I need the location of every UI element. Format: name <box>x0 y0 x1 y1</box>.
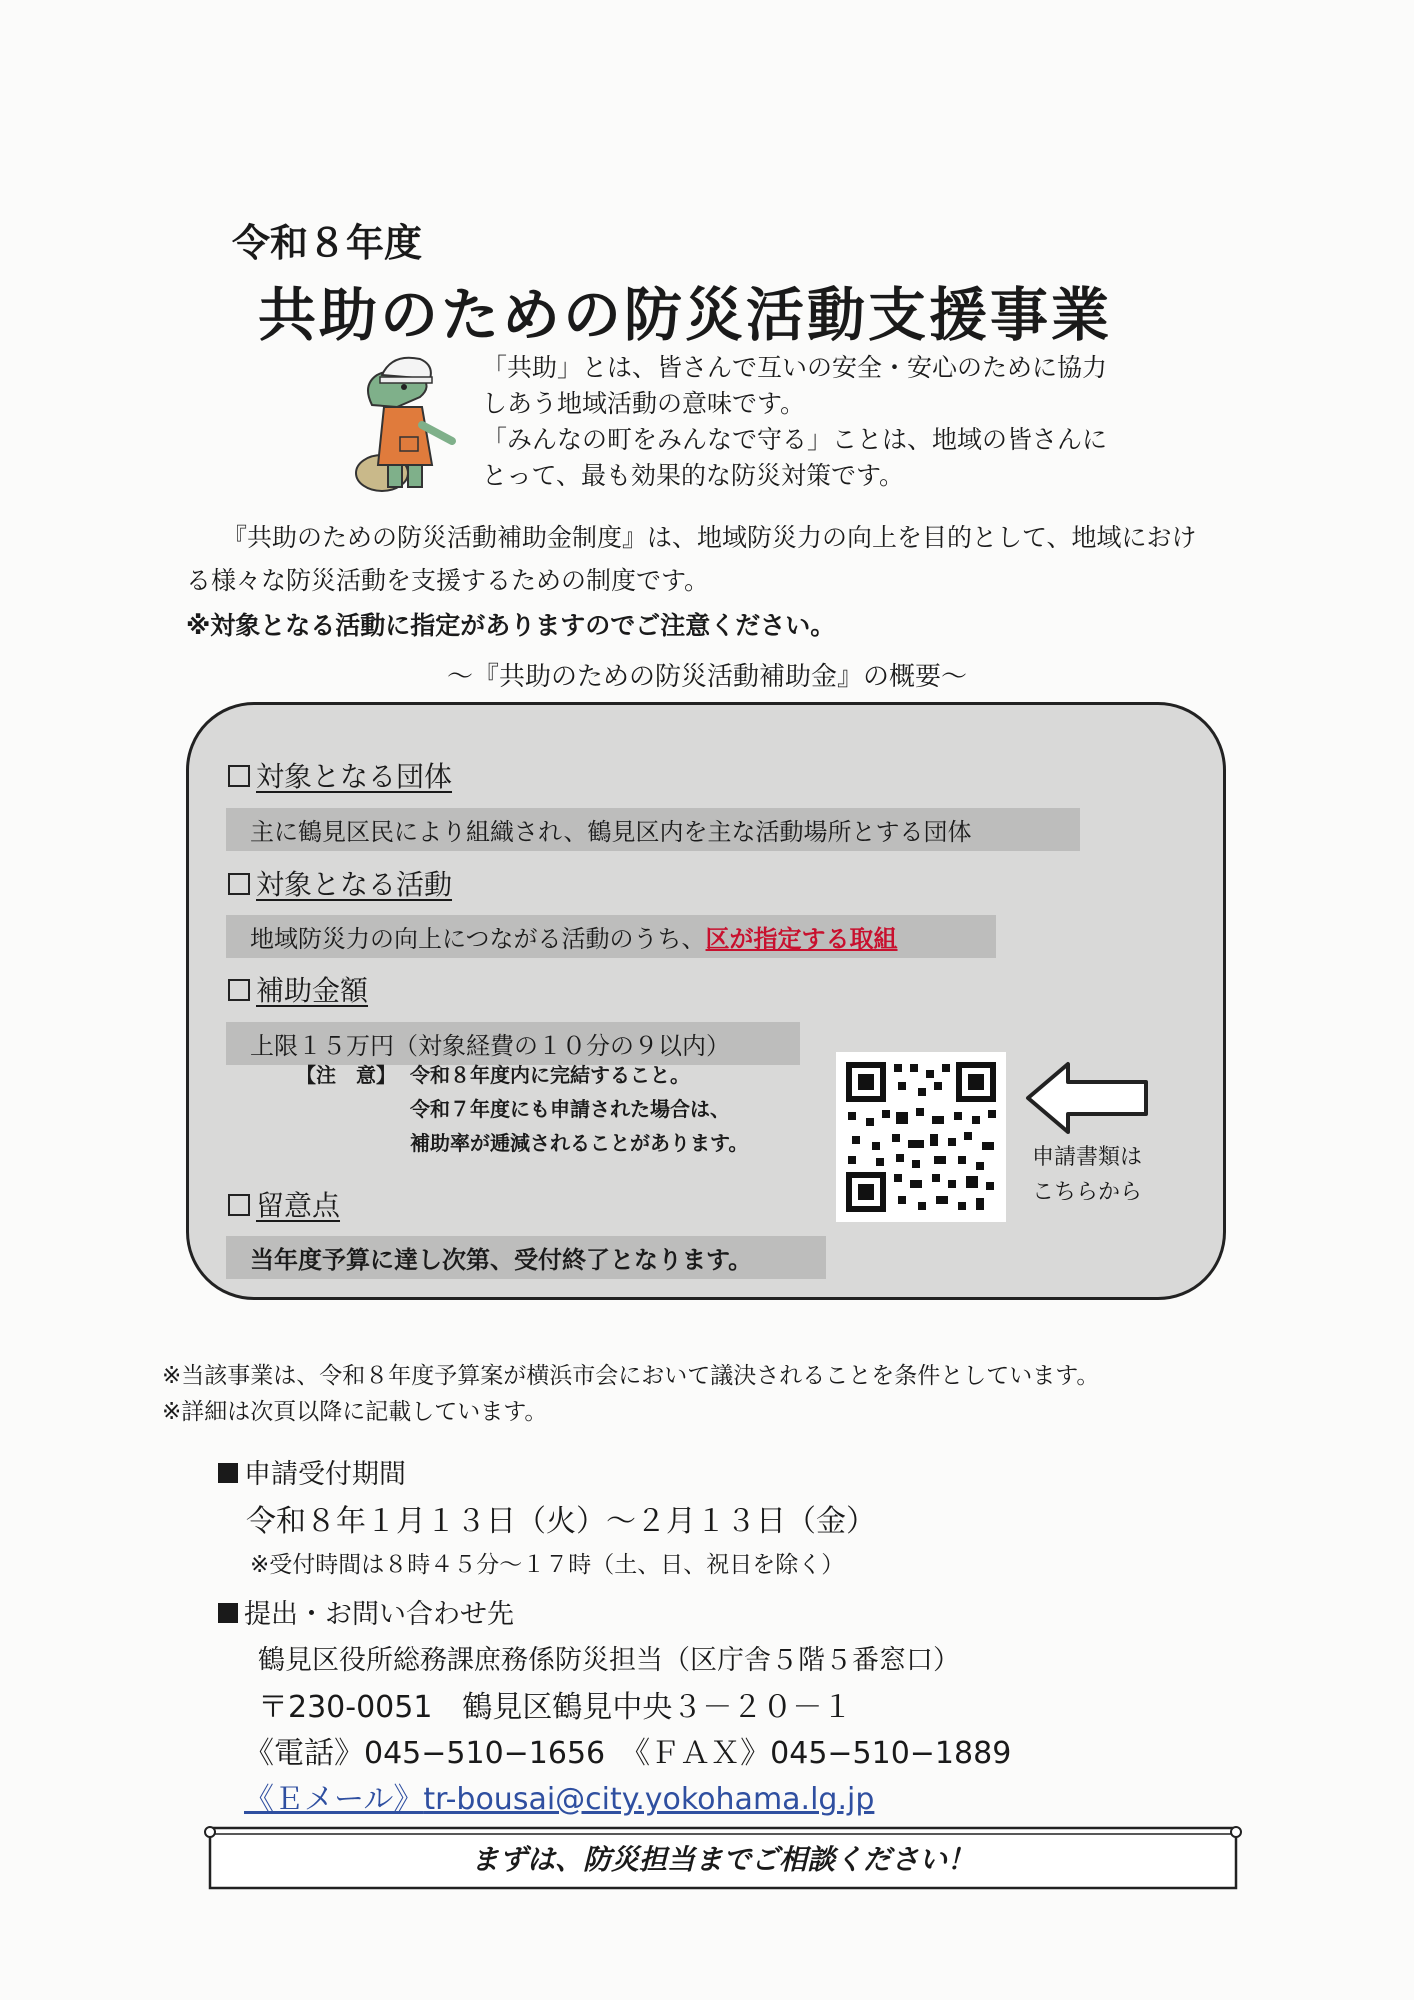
target-activity-text: 地域防災力の向上につながる活動のうち、 <box>250 925 706 953</box>
section-label: 提出・お問い合わせ先 <box>244 1599 514 1630</box>
checkbox-icon <box>228 873 250 895</box>
intro-line: とって、最も効果的な防災対策です。 <box>482 461 905 490</box>
section-heading-subsidy-amount <box>228 969 368 1009</box>
contact-postal-address: 〒230-0051 鶴見区鶴見中央３－２０－１ <box>258 1690 853 1725</box>
footnote-line: ※当該事業は、令和８年度予算案が横浜市会において議決されることを条件としています。 <box>162 1363 1100 1389</box>
contact-heading <box>218 1592 514 1631</box>
section-heading-label: 留意点 <box>256 1189 341 1222</box>
qr-code-card[interactable] <box>836 1052 1006 1222</box>
notes-body: 当年度予算に達し次第、受付終了となります。 <box>226 1236 826 1279</box>
footnote-line: ※詳細は次頁以降に記載しています。 <box>162 1399 548 1425</box>
designated-activity-highlight: 区が指定する取組 <box>705 925 898 953</box>
footnotes <box>162 1358 1099 1430</box>
contact-email <box>244 1774 874 1818</box>
reception-hours: ※受付時間は８時４５分～１７時（土、日、祝日を除く） <box>250 1552 845 1578</box>
qr-caption-line: こちらから <box>1031 1180 1142 1205</box>
warning-note: ※対象となる活動に指定がありますのでご注意ください。 <box>186 611 836 640</box>
contact-phone-fax: 《電話》045−510−1656 《ＦＡＸ》045−510−1889 <box>244 1736 1012 1771</box>
bullet-square-icon <box>218 1603 238 1623</box>
intro-line: 「共助」とは、皆さんで互いの安全・安心のために協力 <box>482 353 1108 382</box>
qr-caption <box>1022 1140 1152 1210</box>
mascot-illustration <box>342 345 460 495</box>
application-dates: 令和８年１月１３日（火）～２月１３日（金） <box>246 1504 876 1539</box>
fiscal-year-heading: 令和８年度 <box>232 221 423 265</box>
note-line: 補助率が逓減されることがあります。 <box>410 1131 749 1155</box>
left-arrow-icon <box>1024 1058 1150 1138</box>
section-heading-target-group <box>228 755 452 795</box>
checkbox-icon <box>228 1194 250 1216</box>
section-heading-label: 対象となる団体 <box>256 760 453 793</box>
section-heading-label: 対象となる活動 <box>256 868 453 901</box>
note-line: 令和７年度にも申請された場合は、 <box>410 1097 730 1121</box>
note-lines <box>410 1058 748 1160</box>
subsidy-amount-body: 上限１５万円（対象経費の１０分の９以内） <box>226 1022 800 1065</box>
page-title: 共助のための防災活動支援事業 <box>258 281 1113 349</box>
target-activity-body <box>226 915 996 958</box>
description-line: る様々な防災活動を支援するための制度です。 <box>186 566 710 595</box>
target-group-body: 主に鶴見区民により組織され、鶴見区内を主な活動場所とする団体 <box>226 808 1080 851</box>
checkbox-icon <box>228 979 250 1001</box>
intro-line: しあう地域活動の意味です。 <box>482 389 806 418</box>
description-line: 『共助のための防災活動補助金制度』は、地域防災力の向上を目的として、地域におけ <box>222 523 1197 552</box>
description-paragraph <box>186 516 1266 647</box>
application-period-heading <box>218 1452 406 1491</box>
email-link[interactable]: tr-bousai@city.yokohama.lg.jp <box>423 1782 875 1817</box>
note-line: 令和８年度内に完結すること。 <box>410 1063 690 1087</box>
contact-office: 鶴見区役所総務課庶務係防災担当（区庁舎５階５番窓口） <box>258 1645 960 1676</box>
section-heading-target-activity <box>228 863 452 903</box>
overview-title: ～『共助のための防災活動補助金』の概要～ <box>446 662 967 692</box>
qr-code-icon <box>836 1052 1006 1222</box>
intro-text <box>482 350 1202 494</box>
bullet-square-icon <box>218 1463 238 1483</box>
consult-banner-text: まずは、防災担当までご相談ください！ <box>470 1843 975 1876</box>
email-label: 《Ｅメール》 <box>244 1782 424 1817</box>
intro-line: 「みんなの町をみんなで守る」ことは、地域の皆さんに <box>482 425 1108 454</box>
section-label: 申請受付期間 <box>244 1459 406 1490</box>
note-label: 【注 意】 <box>296 1063 396 1087</box>
checkbox-icon <box>228 765 250 787</box>
qr-caption-line: 申請書類は <box>1031 1145 1142 1170</box>
section-heading-notes <box>228 1184 340 1224</box>
section-heading-label: 補助金額 <box>256 974 369 1007</box>
